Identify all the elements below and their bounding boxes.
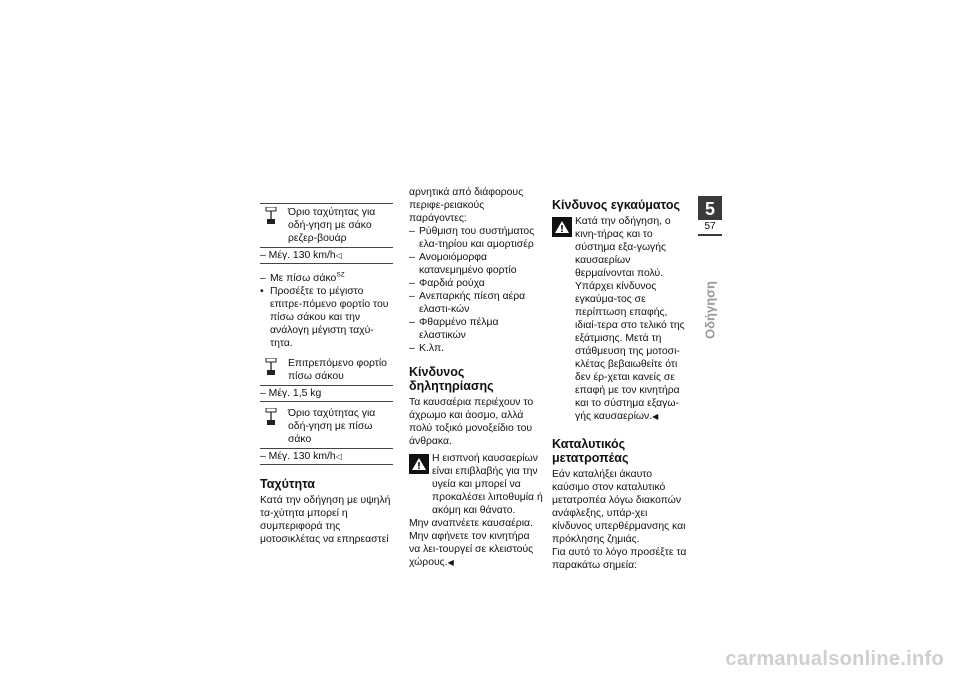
section-heading-poisoning: Κίνδυνος δηλητηρίασης bbox=[409, 365, 494, 393]
warning-triangle-icon bbox=[552, 217, 572, 237]
side-chapter-title bbox=[702, 280, 718, 340]
page-number: 57 bbox=[698, 220, 722, 234]
limit-value bbox=[260, 385, 393, 402]
limit-label: Όριο ταχύτητας για οδή-γηση με σάκο ρεζερ-βουάρ bbox=[288, 207, 376, 244]
paragraph: αρνητικά από διάφορους περιφε-ρειακούς παράγοντες: bbox=[409, 187, 524, 224]
column-1 bbox=[260, 200, 393, 546]
paragraph: Για αυτό το λόγο προσέξτε τα παρακάτω σημεία: bbox=[552, 547, 687, 571]
bullet-text: Προσέξτε το μέγιστο επιτρε-πόμενο φορτίο του πίσω σάκου και την ανάλογη μέγιστη ταχύ-τητα. bbox=[270, 286, 389, 349]
limit-value bbox=[260, 448, 393, 465]
load-weight-icon bbox=[260, 407, 284, 429]
paragraph: Τα καυσαέρια περιέχουν το άχρωμο και άοσμο, αλλά πολύ τοξικό μονοξείδιο του άνθρακα. bbox=[409, 397, 534, 447]
load-weight-icon bbox=[260, 206, 284, 228]
tab-divider bbox=[698, 234, 722, 236]
list-item: – Ανομοιόμορφα κατανεμημένο φορτίο bbox=[409, 251, 543, 277]
list-item-text: Φαρδιά ρούχα bbox=[419, 278, 485, 289]
paragraph: Εάν καταλήξει άκαυτο καύσιμο στον καταλυτικό μετατροπέα λόγω διακοπών ανάφλεξης, υπάρ-χει κίνδυνος υπερθέρμανσης και πρόκλησης ζημιάς. bbox=[552, 469, 686, 545]
end-mark-icon: ◀ bbox=[652, 412, 659, 421]
warning-block bbox=[552, 215, 688, 423]
section-heading-catalytic: Καταλυτικός μετατροπέας bbox=[552, 437, 629, 465]
list-item: – Φθαρμένο πέλμα ελαστικών bbox=[409, 316, 543, 342]
list-item-text: Ανομοιόμορφα κατανεμημένο φορτίο bbox=[419, 252, 517, 276]
warning-text: Κατά την οδήγηση, ο κινη-τήρας και το σύστημα εξα-γωγής καυσαερίων θερμαίνονται πολύ. Υπάρχει κίνδυνος εγκαύμα-τος σε περίπτωση επαφής, ιδιαί-τερα στο τελικό της εξάτμισης. Μετά τη στάθμευση της μοτοσι-κλέτας βεβαιωθείτε ότι δεν έρ-χεται κανείς σε επαφή με τον κινητήρα και το σύστημα εξαγω-γής καυσαερίων. bbox=[575, 216, 685, 422]
limit-box-load bbox=[260, 354, 393, 402]
end-mark-icon: ◀ bbox=[447, 558, 454, 567]
limit-value-text: – Μέγ. 1,5 kg bbox=[260, 388, 322, 399]
dash-item bbox=[260, 272, 393, 285]
limit-value-text: – Μέγ. 130 km/h bbox=[260, 451, 336, 462]
paragraph: Κατά την οδήγηση με υψηλή τα-χύτητα μπορεί η συμπεριφορά της μοτοσικλέτας να επηρεαστεί bbox=[260, 495, 391, 545]
sz-superscript: SZ bbox=[336, 271, 345, 279]
limit-box-reservoir-bag bbox=[260, 200, 393, 264]
column-3 bbox=[552, 186, 688, 572]
side-chapter-title-text: Οδήγηση bbox=[702, 281, 718, 339]
dash-item-text: Με πίσω σάκο bbox=[270, 273, 337, 284]
list-item: – Φαρδιά ρούχα bbox=[409, 278, 485, 289]
list-item-text: Φθαρμένο πέλμα ελαστικών bbox=[419, 317, 499, 341]
column-2 bbox=[409, 186, 543, 569]
limit-label: Επιτρεπόμενο φορτίο πίσω σάκου bbox=[288, 358, 387, 382]
paragraph: Μην αναπνέετε καυσαέρια. Μην αφήνετε τον κινητήρα να λει-τουργεί σε κλειστούς χώρους. bbox=[409, 518, 534, 568]
warning-text: Η εισπνοή καυσαερίων είναι επιβλαβής για την υγεία και μπορεί να προκαλέσει λιποθυμία ή ακόμη και θάνατο. bbox=[432, 453, 543, 516]
section-heading-burn: Κίνδυνος εγκαύματος bbox=[552, 198, 680, 212]
list-item-text: Κ.λπ. bbox=[419, 343, 445, 354]
warning-block bbox=[409, 452, 543, 517]
chapter-number: 5 bbox=[704, 199, 715, 219]
limit-value-text: – Μέγ. 130 km/h bbox=[260, 250, 336, 261]
bullet-dot: • bbox=[260, 286, 264, 297]
limit-box-rear-bag bbox=[260, 404, 393, 465]
limit-label: Όριο ταχύτητας για οδή-γηση με πίσω σάκο bbox=[288, 408, 376, 445]
list-item: – Κ.λπ. bbox=[409, 343, 445, 354]
dash-bullet: – bbox=[260, 273, 266, 284]
mark-icon: ◁ bbox=[335, 452, 342, 461]
bullet-item bbox=[260, 285, 393, 350]
limit-value bbox=[260, 247, 393, 264]
list-item: – Ρύθμιση του συστήματος ελα-τηρίου και αμορτισέρ bbox=[409, 225, 543, 251]
list-item-text: Ρύθμιση του συστήματος ελα-τηρίου και αμορτισέρ bbox=[419, 226, 535, 250]
list-item: – Ανεπαρκής πίεση αέρα ελαστι-κών bbox=[409, 290, 543, 316]
mark-icon: ◁ bbox=[335, 251, 342, 260]
watermark: carmanualsonline.info bbox=[725, 648, 944, 670]
list-item-text: Ανεπαρκής πίεση αέρα ελαστι-κών bbox=[419, 291, 526, 315]
section-heading-speed: Ταχύτητα bbox=[260, 477, 315, 491]
chapter-tab bbox=[698, 196, 722, 236]
warning-triangle-icon bbox=[409, 454, 429, 474]
load-weight-icon bbox=[260, 357, 284, 379]
